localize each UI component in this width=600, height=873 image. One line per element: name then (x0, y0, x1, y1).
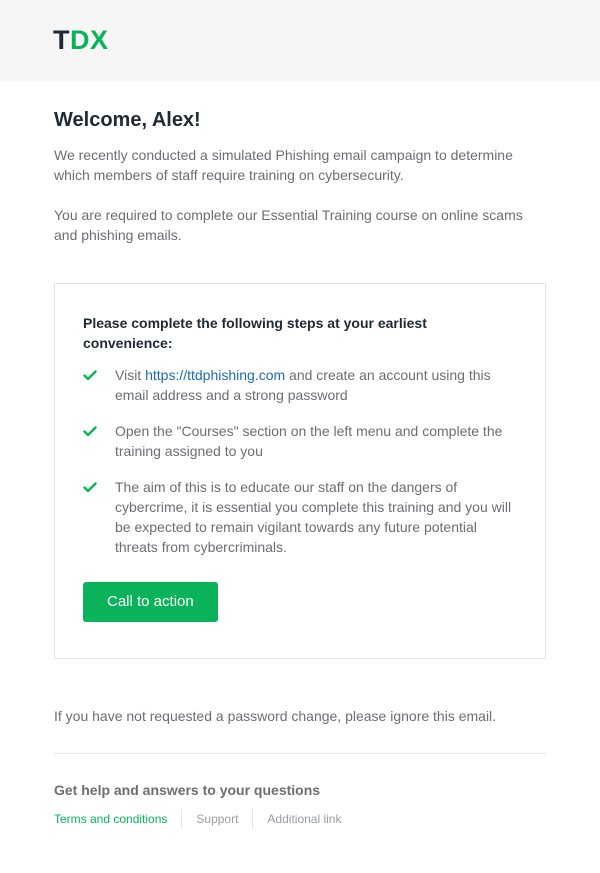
intro-paragraph-1: We recently conducted a simulated Phishing email campaign to determine which members of staff require training on cybersecurity. (54, 147, 513, 183)
link-separator (252, 809, 253, 829)
intro-paragraph-2: You are required to complete our Essential Training course on online scams and phishing emails. (54, 207, 523, 243)
step-prefix: Visit (115, 367, 146, 383)
list-item (83, 477, 517, 557)
link-separator (181, 809, 182, 829)
footer-links (54, 809, 546, 829)
check-icon (83, 477, 115, 497)
logo-letters-dx: DX (70, 25, 109, 55)
list-item (83, 421, 517, 461)
help-heading: Get help and answers to your questions (54, 782, 321, 798)
support-link[interactable]: Support (196, 812, 239, 826)
step-suffix: and create an account using this email address and a strong password (115, 367, 491, 403)
step-text: The aim of this is to educate our staff on the dangers of cybercrime, it is essential you complete this training and you will be expected to remain vigilant towards any future potential threats from cybercriminals. (115, 479, 512, 555)
tdx-logo[interactable] (53, 27, 109, 54)
email-header (0, 0, 600, 81)
training-site-link[interactable]: https://ttdphishing.com (145, 367, 286, 383)
check-icon (83, 421, 115, 441)
step-text (115, 365, 517, 405)
footer-divider (54, 753, 546, 754)
email-body (54, 81, 546, 829)
list-item (83, 365, 517, 405)
call-to-action-button[interactable]: Call to action (83, 582, 218, 622)
terms-link[interactable]: Terms and conditions (54, 812, 168, 826)
steps-card (54, 283, 546, 659)
logo-letter-t: T (53, 25, 70, 55)
greeting-heading: Welcome, Alex! (54, 109, 201, 131)
ignore-notice: If you have not requested a password change, please ignore this email. (54, 708, 497, 724)
step-text: Open the "Courses" section on the left menu and complete the training assigned to you (115, 423, 503, 459)
steps-card-title: Please complete the following steps at your earliest convenience: (83, 315, 427, 351)
steps-list (83, 365, 517, 557)
check-icon (83, 365, 115, 385)
additional-link[interactable]: Additional link (267, 812, 342, 826)
